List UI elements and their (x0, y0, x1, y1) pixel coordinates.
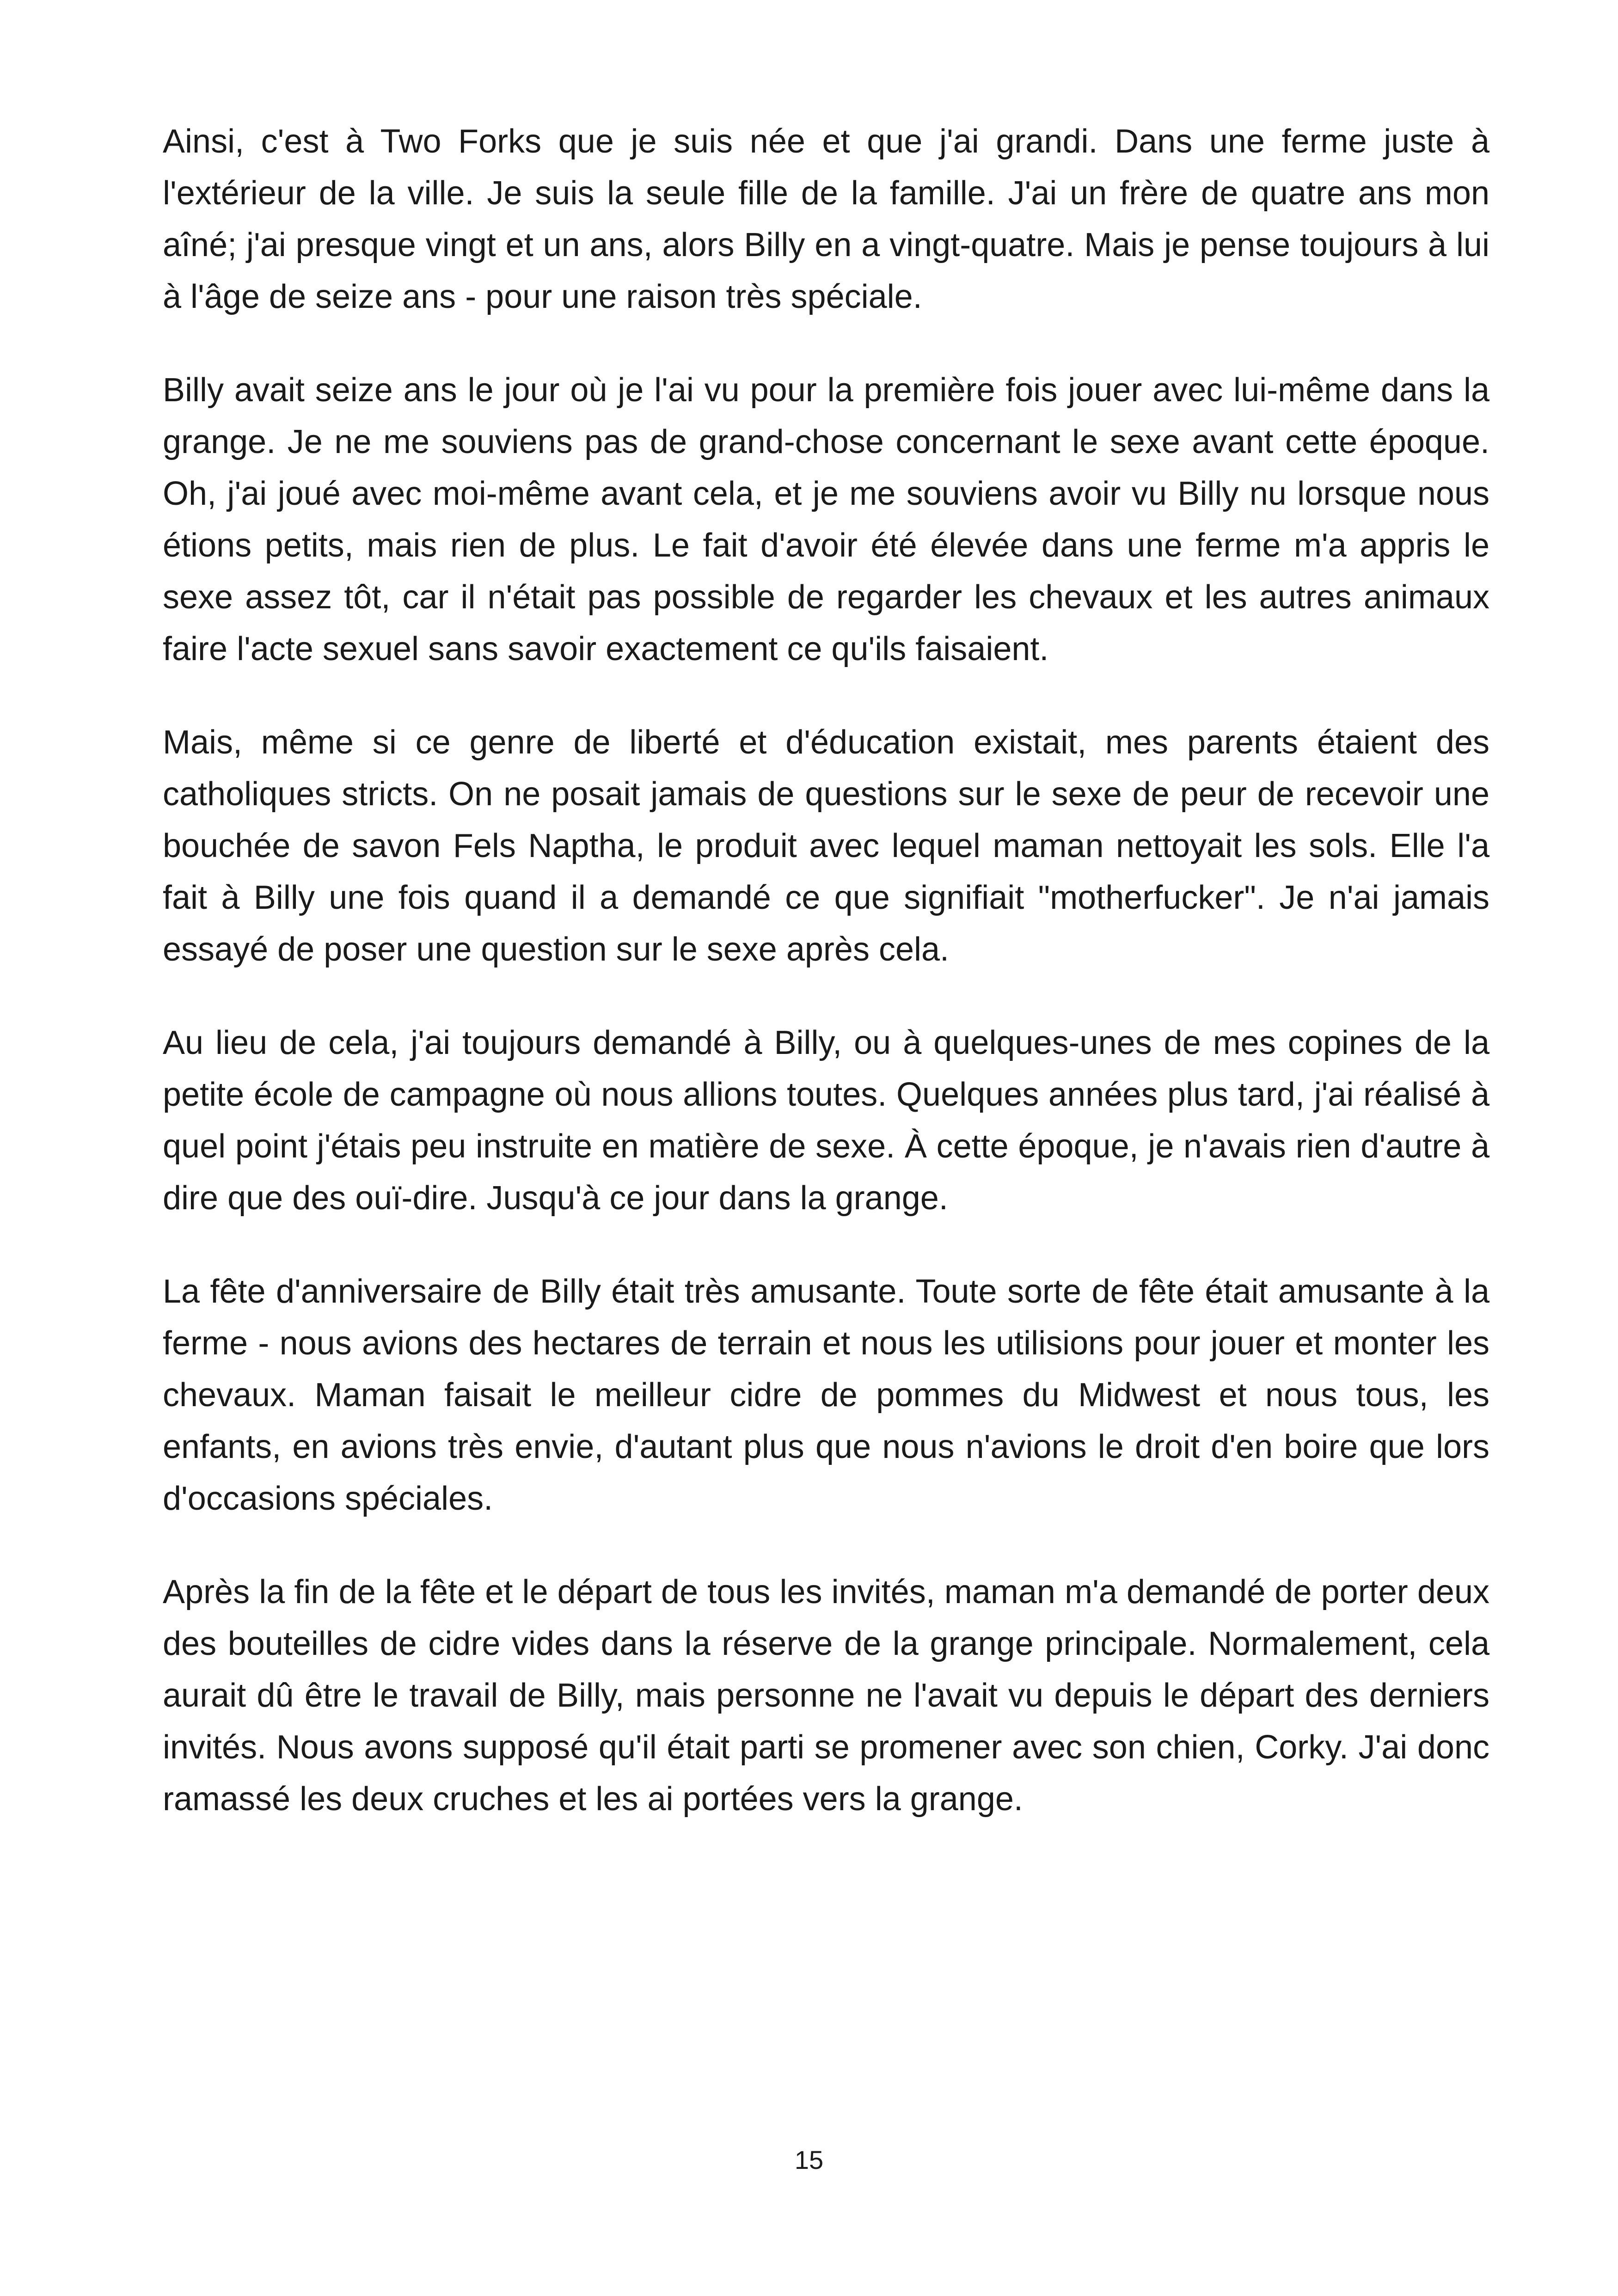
text-body (163, 116, 1489, 1867)
paragraph-2: Billy avait seize ans le jour où je l'ai vu pour la première fois jouer avec lui-même dans la grange. Je ne me souviens pas de grand-chose concernant le sexe avant cette époque. Oh, j'ai joué avec moi-même avant cela, et je me souviens avoir vu Billy nu lorsque nous étions petits, mais rien de plus. Le fait d'avoir été élevée dans une ferme m'a appris le sexe assez tôt, car il n'était pas possible de regarder les chevaux et les autres animaux faire l'acte sexuel sans savoir exactement ce qu'ils faisaient. (163, 372, 1489, 667)
paragraph-3: Mais, même si ce genre de liberté et d'éducation existait, mes parents étaient des catholiques stricts. On ne posait jamais de questions sur le sexe de peur de recevoir une bouchée de savon Fels Naptha, le produit avec lequel maman nettoyait les sols. Elle l'a fait à Billy une fois quand il a demandé ce que signifiait "motherfucker". Je n'ai jamais essayé de poser une question sur le sexe après cela. (163, 724, 1489, 968)
paragraph-5: La fête d'anniversaire de Billy était très amusante. Toute sorte de fête était amusante à la ferme - nous avions des hectares de terrain et nous les utilisions pour jouer et monter les chevaux. Maman faisait le meilleur cidre de pommes du Midwest et nous tous, les enfants, en avions très envie, d'autant plus que nous n'avions le droit d'en boire que lors d'occasions spéciales. (163, 1273, 1489, 1517)
paragraph-4: Au lieu de cela, j'ai toujours demandé à Billy, ou à quelques-unes de mes copines de la petite école de campagne où nous allions toutes. Quelques années plus tard, j'ai réalisé à quel point j'étais peu instruite en matière de sexe. À cette époque, je n'avais rien d'autre à dire que des ouï-dire. Jusqu'à ce jour dans la grange. (163, 1024, 1489, 1217)
paragraph-6: Après la fin de la fête et le départ de tous les invités, maman m'a demandé de porter deux des bouteilles de cidre vides dans la réserve de la grange principale. Normalement, cela aurait dû être le travail de Billy, mais personne ne l'avait vu depuis le départ des derniers invités. Nous avons supposé qu'il était parti se promener avec son chien, Corky. J'ai donc ramassé les deux cruches et les ai portées vers la grange. (163, 1574, 1489, 1818)
paragraph-1: Ainsi, c'est à Two Forks que je suis née et que j'ai grandi. Dans une ferme juste à l'extérieur de la ville. Je suis la seule fille de la famille. J'ai un frère de quatre ans mon aîné; j'ai presque vingt et un ans, alors Billy en a vingt-quatre. Mais je pense toujours à lui à l'âge de seize ans - pour une raison très spéciale. (163, 123, 1489, 315)
page-number: 15 (794, 2145, 824, 2174)
